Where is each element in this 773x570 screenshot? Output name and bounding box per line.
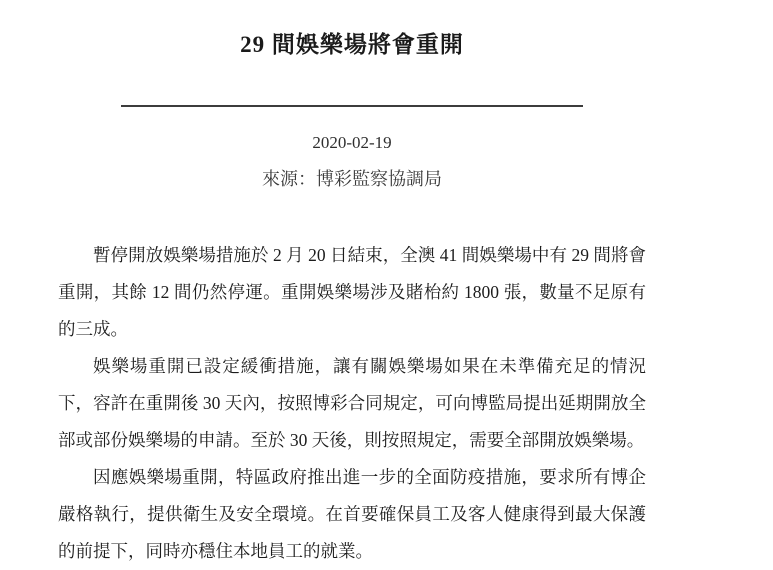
article-date: 2020-02-19 — [312, 133, 392, 152]
page-title: 29 間娛樂場將會重開 — [240, 32, 464, 57]
article-source: 來源：博彩監察協調局 — [262, 169, 442, 189]
article-body — [58, 237, 646, 570]
paragraph-1: 暫停開放娛樂場措施於 2 月 20 日結束，全澳 41 間娛樂場中有 29 間將會重開，其餘 12 間仍然停運。重開娛樂場涉及賭枱約 1800 張，數量不足原有的三成。 — [58, 245, 646, 339]
paragraph-2: 娛樂場重開已設定緩衝措施，讓有關娛樂場如果在未準備充足的情況下，容許在重開後 30 天內，按照博彩合同規定，可向博監局提出延期開放全部或部份娛樂場的申請。至於 30 天後，則按照規定，需要全部開放娛樂場。 — [58, 356, 646, 450]
title-divider-rule — [121, 105, 583, 107]
paragraph-3: 因應娛樂場重開，特區政府推出進一步的全面防疫措施，要求所有博企嚴格執行，提供衛生及安全環境。在首要確保員工及客人健康得到最大保護的前提下，同時亦穩住本地員工的就業。 — [58, 467, 646, 561]
document-page — [58, 0, 646, 570]
